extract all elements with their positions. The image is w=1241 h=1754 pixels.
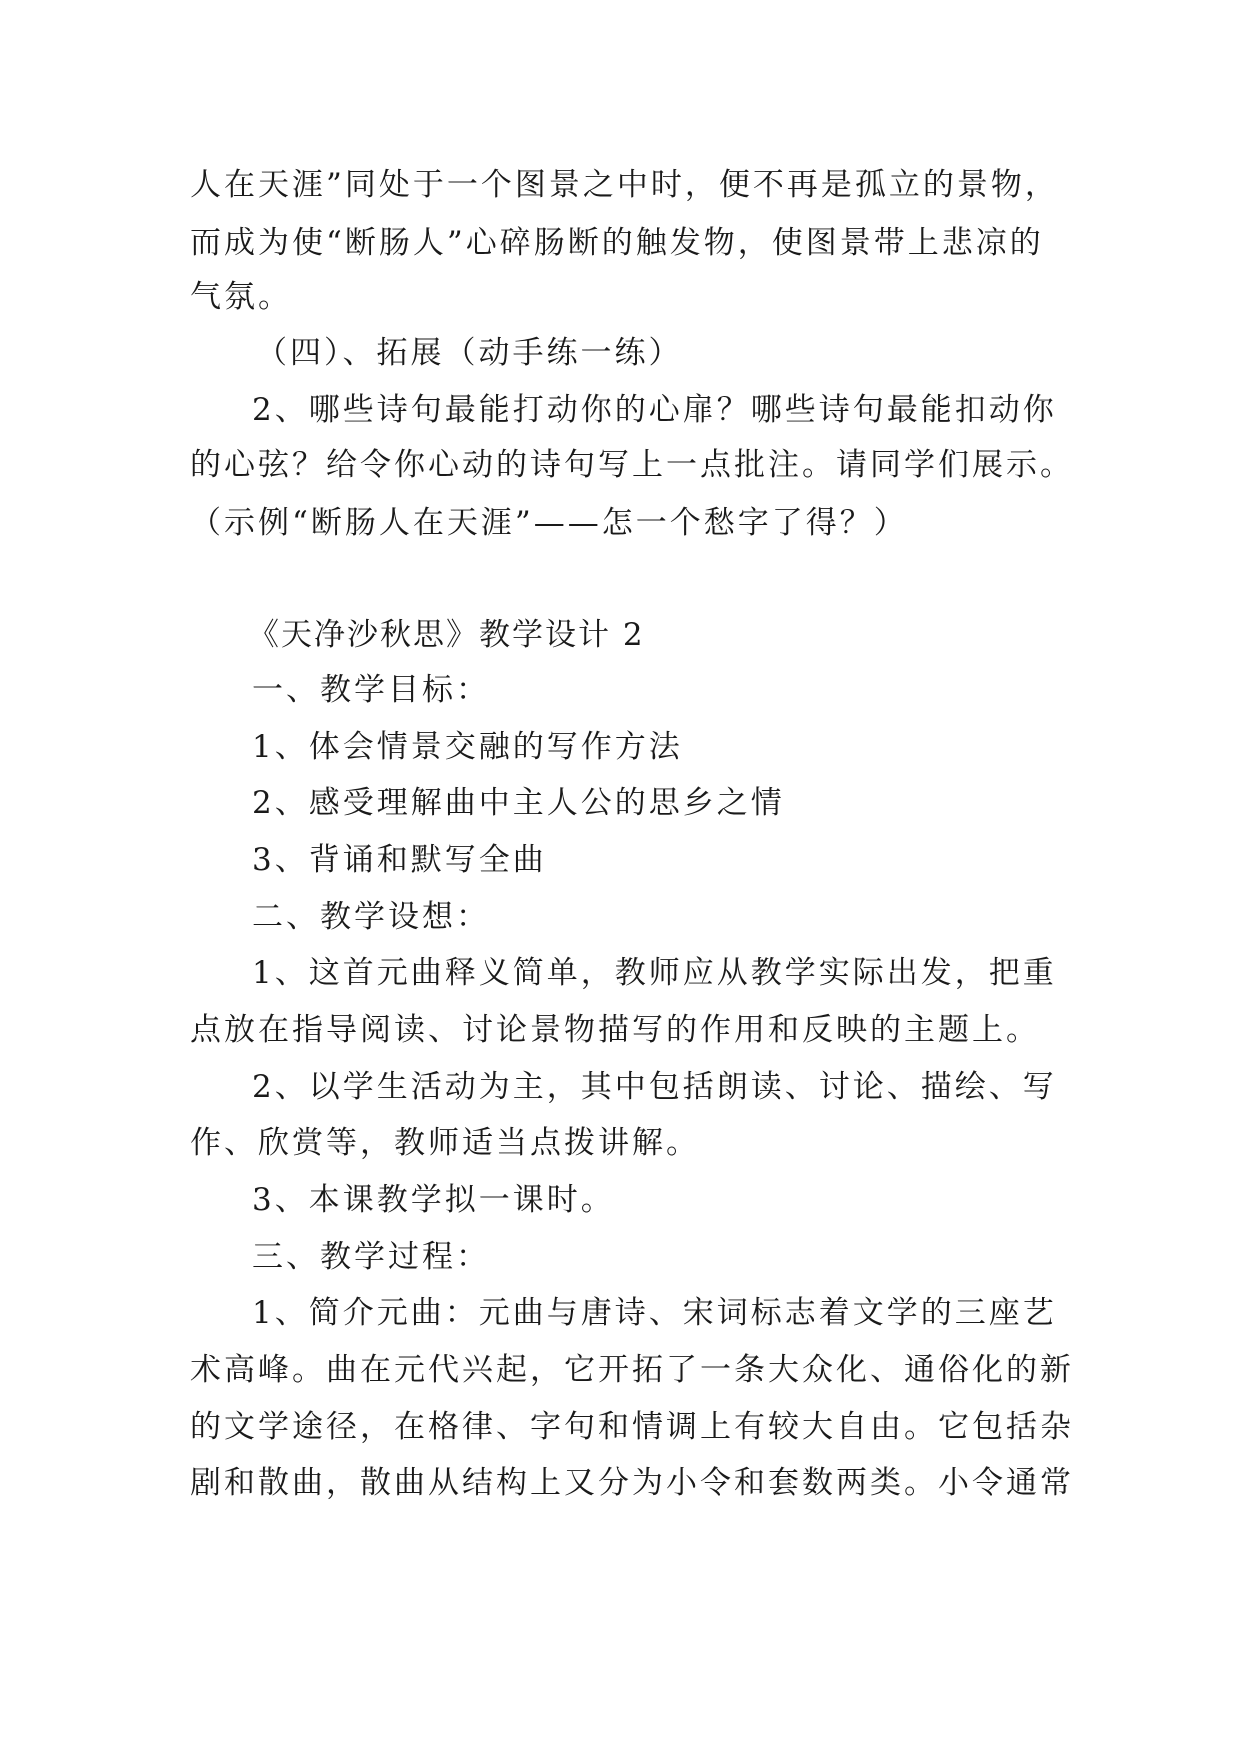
paragraph-line: 的心弦？给令你心动的诗句写上一点批注。请同学们展示。	[190, 447, 1074, 483]
list-item: 1、体会情景交融的写作方法	[252, 729, 683, 765]
paragraph-line: 1、简介元曲：元曲与唐诗、宋词标志着文学的三座艺	[252, 1295, 1057, 1331]
paragraph-line: 而成为使“断肠人”心碎肠断的触发物，使图景带上悲凉的	[190, 225, 1044, 261]
paragraph-line: 1、这首元曲释义简单，教师应从教学实际出发，把重	[252, 955, 1057, 991]
paragraph-line: 2、以学生活动为主，其中包括朗读、讨论、描绘、写	[252, 1069, 1057, 1105]
section-heading: 一、教学目标：	[252, 672, 490, 708]
paragraph-line: 的文学途径，在格律、字句和情调上有较大自由。它包括杂	[190, 1409, 1074, 1445]
list-item: 3、背诵和默写全曲	[252, 842, 547, 878]
list-item: 2、感受理解曲中主人公的思乡之情	[252, 785, 785, 821]
paragraph-line: 气氛。	[190, 279, 292, 315]
paragraph-line: 3、本课教学拟一课时。	[252, 1182, 615, 1218]
paragraph-line: 剧和散曲，散曲从结构上又分为小令和套数两类。小令通常	[190, 1465, 1074, 1501]
section-heading: 三、教学过程：	[252, 1239, 490, 1275]
section-heading: （四）、拓展（动手练一练）	[256, 335, 683, 371]
paragraph-line: 作、欣赏等，教师适当点拨讲解。	[190, 1125, 700, 1161]
paragraph-line: 术高峰。曲在元代兴起，它开拓了一条大众化、通俗化的新	[190, 1352, 1074, 1388]
paragraph-line: （示例“断肠人在天涯”——怎一个愁字了得？）	[190, 505, 908, 541]
paragraph-line: 2、哪些诗句最能打动你的心扉？哪些诗句最能扣动你	[252, 392, 1057, 428]
paragraph-line: 人在天涯”同处于一个图景之中时，便不再是孤立的景物，	[190, 167, 1059, 203]
document-title: 《天净沙秋思》教学设计 2	[248, 617, 645, 653]
section-heading: 二、教学设想：	[252, 899, 490, 935]
paragraph-line: 点放在指导阅读、讨论景物描写的作用和反映的主题上。	[190, 1012, 1040, 1048]
